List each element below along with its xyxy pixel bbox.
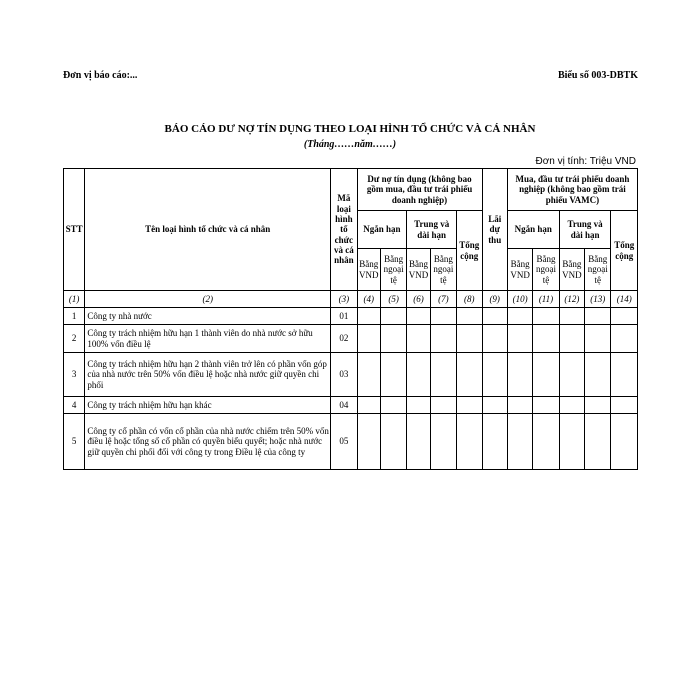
column-number: (10) xyxy=(507,291,532,308)
value-cell xyxy=(380,397,406,414)
value-cell xyxy=(611,397,638,414)
value-cell xyxy=(407,353,430,397)
row-stt: 1 xyxy=(64,308,85,325)
column-number: (1) xyxy=(64,291,85,308)
value-cell xyxy=(407,397,430,414)
col-header-foreign: Bằng ngoại tệ xyxy=(380,249,406,291)
value-cell xyxy=(585,325,611,353)
column-number: (5) xyxy=(380,291,406,308)
unit-label: Đơn vị tính: Triệu VND xyxy=(535,156,636,167)
row-name: Công ty cổ phần có vốn cổ phần của nhà nước chiếm trên 50% vốn điều lệ hoặc tổng số cổ phần có quyền biểu quyết; hoặc nhà nước giữ quyền chi phối đối với công ty trong Điều lệ của công ty xyxy=(85,414,331,470)
row-name: Công ty trách nhiệm hữu hạn 1 thành viên do nhà nước sở hữu 100% vốn điều lệ xyxy=(85,325,331,353)
value-cell xyxy=(430,414,456,470)
value-cell xyxy=(559,397,584,414)
row-name: Công ty trách nhiệm hữu hạn khác xyxy=(85,397,331,414)
col-header-total: Tổng cộng xyxy=(457,211,482,291)
report-title: BÁO CÁO DƯ NỢ TÍN DỤNG THEO LOẠI HÌNH TỔ CHỨC VÀ CÁ NHÂN xyxy=(164,123,536,135)
value-cell xyxy=(585,414,611,470)
col-header-medium-long: Trung và dài hạn xyxy=(559,211,611,249)
value-cell xyxy=(611,308,638,325)
row-stt: 3 xyxy=(64,353,85,397)
row-code: 02 xyxy=(331,325,357,353)
col-header-medium-long: Trung và dài hạn xyxy=(407,211,457,249)
value-cell xyxy=(380,353,406,397)
column-number: (7) xyxy=(430,291,456,308)
col-header-bond-group: Mua, đầu tư trái phiếu doanh nghiệp (không bao gồm trái phiếu VAMC) xyxy=(507,169,637,211)
report-table xyxy=(63,168,638,470)
col-header-foreign: Bằng ngoại tệ xyxy=(533,249,559,291)
value-cell xyxy=(482,308,507,325)
value-cell xyxy=(533,353,559,397)
col-header-code: Mã loại hình tổ chức và cá nhân xyxy=(331,169,357,291)
value-cell xyxy=(357,414,380,470)
value-cell xyxy=(585,397,611,414)
value-cell xyxy=(457,308,482,325)
row-stt: 5 xyxy=(64,414,85,470)
column-number: (2) xyxy=(85,291,331,308)
reporting-unit-label: Đơn vị báo cáo:... xyxy=(63,70,138,81)
value-cell xyxy=(457,325,482,353)
column-number: (6) xyxy=(407,291,430,308)
value-cell xyxy=(507,397,532,414)
report-period: (Tháng……năm……) xyxy=(303,139,397,150)
column-number: (8) xyxy=(457,291,482,308)
col-header-interest: Lãi dự thu xyxy=(482,169,507,291)
row-code: 04 xyxy=(331,397,357,414)
column-number: (11) xyxy=(533,291,559,308)
value-cell xyxy=(357,308,380,325)
row-code: 01 xyxy=(331,308,357,325)
value-cell xyxy=(533,308,559,325)
value-cell xyxy=(380,414,406,470)
value-cell xyxy=(559,325,584,353)
value-cell xyxy=(507,325,532,353)
column-number: (13) xyxy=(585,291,611,308)
value-cell xyxy=(611,414,638,470)
value-cell xyxy=(482,414,507,470)
value-cell xyxy=(507,308,532,325)
row-name: Công ty trách nhiệm hữu hạn 2 thành viên trở lên có phần vốn góp của nhà nước trên 50% vốn điều lệ hoặc nhà nước giữ quyền chi phối xyxy=(85,353,331,397)
table-row xyxy=(64,414,638,470)
value-cell xyxy=(430,397,456,414)
col-header-vnd: Bằng VND xyxy=(507,249,532,291)
form-number: Biểu số 003-DBTK xyxy=(557,70,638,81)
row-name: Công ty nhà nước xyxy=(85,308,331,325)
column-number-row xyxy=(64,291,638,308)
table-row xyxy=(64,325,638,353)
row-code: 05 xyxy=(331,414,357,470)
value-cell xyxy=(357,325,380,353)
col-header-name: Tên loại hình tổ chức và cá nhân xyxy=(85,169,331,291)
value-cell xyxy=(457,414,482,470)
row-stt: 4 xyxy=(64,397,85,414)
value-cell xyxy=(380,308,406,325)
value-cell xyxy=(457,353,482,397)
value-cell xyxy=(430,325,456,353)
col-header-credit-group: Dư nợ tín dụng (không bao gồm mua, đầu tư trái phiếu doanh nghiệp) xyxy=(357,169,482,211)
col-header-stt: STT xyxy=(64,169,85,291)
value-cell xyxy=(559,308,584,325)
row-stt: 2 xyxy=(64,325,85,353)
table-row xyxy=(64,397,638,414)
col-header-vnd: Bằng VND xyxy=(357,249,380,291)
value-cell xyxy=(585,308,611,325)
column-number: (4) xyxy=(357,291,380,308)
value-cell xyxy=(407,308,430,325)
value-cell xyxy=(611,353,638,397)
column-number: (14) xyxy=(611,291,638,308)
table-row xyxy=(64,308,638,325)
value-cell xyxy=(507,353,532,397)
value-cell xyxy=(611,325,638,353)
value-cell xyxy=(507,414,532,470)
value-cell xyxy=(533,414,559,470)
value-cell xyxy=(357,397,380,414)
value-cell xyxy=(559,414,584,470)
column-number: (3) xyxy=(331,291,357,308)
value-cell xyxy=(585,353,611,397)
value-cell xyxy=(407,325,430,353)
col-header-short-term: Ngắn hạn xyxy=(357,211,407,249)
value-cell xyxy=(407,414,430,470)
col-header-foreign: Bằng ngoại tệ xyxy=(430,249,456,291)
table-row xyxy=(64,353,638,397)
col-header-vnd: Bằng VND xyxy=(559,249,584,291)
value-cell xyxy=(380,325,406,353)
column-number: (9) xyxy=(482,291,507,308)
value-cell xyxy=(533,397,559,414)
value-cell xyxy=(559,353,584,397)
col-header-short-term: Ngắn hạn xyxy=(507,211,559,249)
value-cell xyxy=(430,353,456,397)
value-cell xyxy=(482,353,507,397)
col-header-foreign: Bằng ngoại tệ xyxy=(585,249,611,291)
column-number: (12) xyxy=(559,291,584,308)
value-cell xyxy=(533,325,559,353)
value-cell xyxy=(430,308,456,325)
value-cell xyxy=(482,397,507,414)
value-cell xyxy=(457,397,482,414)
row-code: 03 xyxy=(331,353,357,397)
value-cell xyxy=(482,325,507,353)
value-cell xyxy=(357,353,380,397)
col-header-total: Tổng cộng xyxy=(611,211,638,291)
col-header-vnd: Bằng VND xyxy=(407,249,430,291)
